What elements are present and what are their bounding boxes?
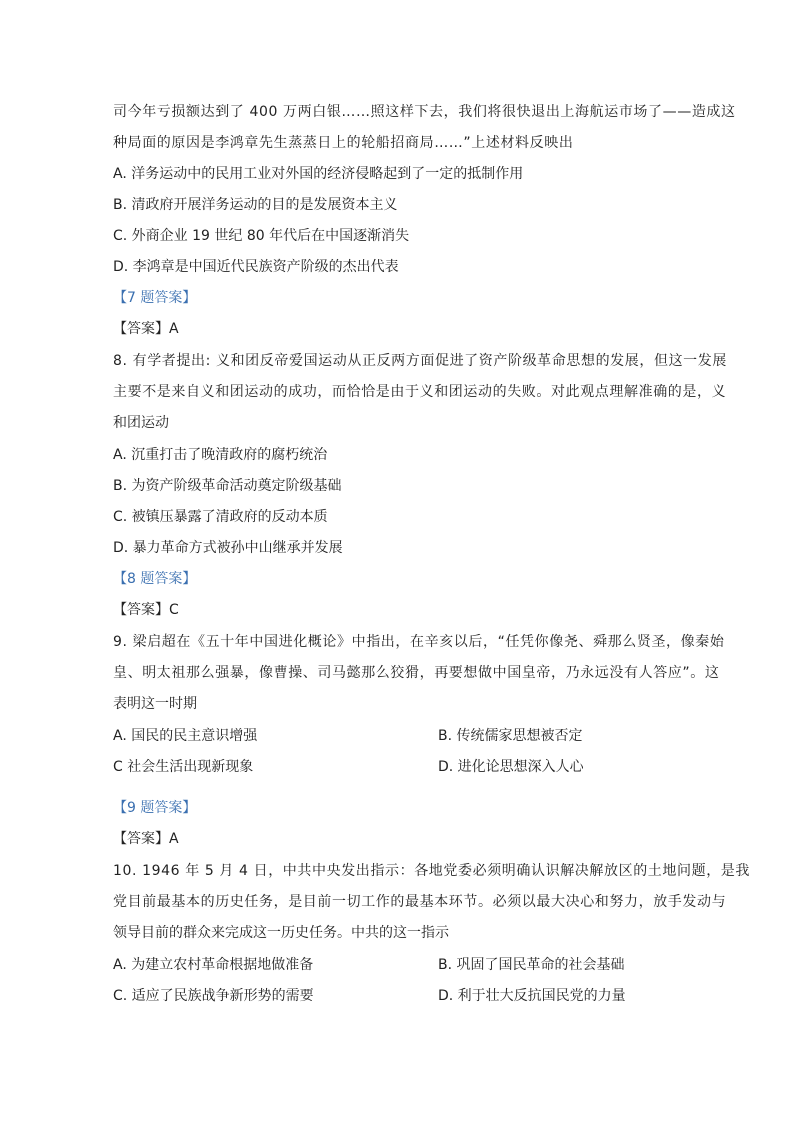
q8-option-b: B. 为资产阶级革命活动奠定阶级基础: [113, 478, 342, 494]
q7-option-a: A. 洋务运动中的民用工业对外国的经济侵略起到了一定的抵制作用: [113, 166, 524, 182]
q9-answer-header: 【9 题答案】: [113, 800, 197, 816]
q7-stem-line: 司今年亏损额达到了 400 万两白银……照这样下去，我们将很快退出上海航运市场了——造成这: [113, 104, 736, 120]
q8-option-c: C. 被镇压暴露了清政府的反动本质: [113, 509, 328, 525]
q10-stem-line: 党目前最基本的历史任务，是目前一切工作的最基本环节。必须以最大决心和努力，放手发动与: [113, 894, 727, 910]
q9-option-b: B. 传统儒家思想被否定: [438, 728, 583, 744]
q7-option-c: C. 外商企业 19 世纪 80 年代后在中国逐渐消失: [113, 228, 410, 244]
q10-stem-line: 10. 1946 年 5 月 4 日，中共中央发出指示：各地党委必须明确认识解决解放区的土地问题，是我: [113, 863, 751, 879]
q9-stem-line: 皇、明太祖那么强暴，像曹操、司马懿那么狡猾，再要想做中国皇帝，乃永远没有人答应”。这: [113, 665, 720, 681]
q8-option-a: A. 沉重打击了晚清政府的腐朽统治: [113, 447, 328, 463]
q10-option-d: D. 利于壮大反抗国民党的力量: [438, 988, 626, 1004]
q9-stem-line: 9. 梁启超在《五十年中国进化概论》中指出，在辛亥以后，“任凭你像尧、舜那么贤圣，像秦始: [113, 634, 725, 650]
q10-stem-line: 领导目前的群众来完成这一历史任务。中共的这一指示: [113, 925, 449, 941]
q10-option-b: B. 巩固了国民革命的社会基础: [438, 957, 625, 973]
q8-option-d: D. 暴力革命方式被孙中山继承并发展: [113, 540, 343, 556]
q8-answer-header: 【8 题答案】: [113, 571, 197, 587]
q7-option-d: D. 李鸿章是中国近代民族资产阶级的杰出代表: [113, 259, 399, 275]
q10-option-c: C. 适应了民族战争新形势的需要: [113, 988, 314, 1004]
q7-stem-line: 种局面的原因是李鸿章先生蒸蒸日上的轮船招商局……”上述材料反映出: [113, 135, 574, 151]
q7-answer-header: 【7 题答案】: [113, 290, 197, 306]
q9-option-c: C 社会生活出现新现象: [113, 759, 254, 775]
q7-answer: 【答案】A: [113, 321, 179, 337]
q8-stem-line: 主要不是来自义和团运动的成功，而恰恰是由于义和团运动的失败。对此观点理解准确的是，义: [113, 384, 727, 400]
q8-stem-line: 和团运动: [113, 415, 169, 431]
q7-option-b: B. 清政府开展洋务运动的目的是发展资本主义: [113, 197, 398, 213]
q10-option-a: A. 为建立农村革命根据地做准备: [113, 957, 314, 973]
q8-stem-line: 8. 有学者提出: 义和团反帝爱国运动从正反两方面促进了资产阶级革命思想的发展，但这一发展: [113, 353, 727, 369]
q8-answer: 【答案】C: [113, 602, 179, 618]
q9-answer: 【答案】A: [113, 831, 179, 847]
q9-option-a: A. 国民的民主意识增强: [113, 728, 258, 744]
q9-stem-line: 表明这一时期: [113, 696, 197, 712]
q9-option-d: D. 进化论思想深入人心: [438, 759, 584, 775]
